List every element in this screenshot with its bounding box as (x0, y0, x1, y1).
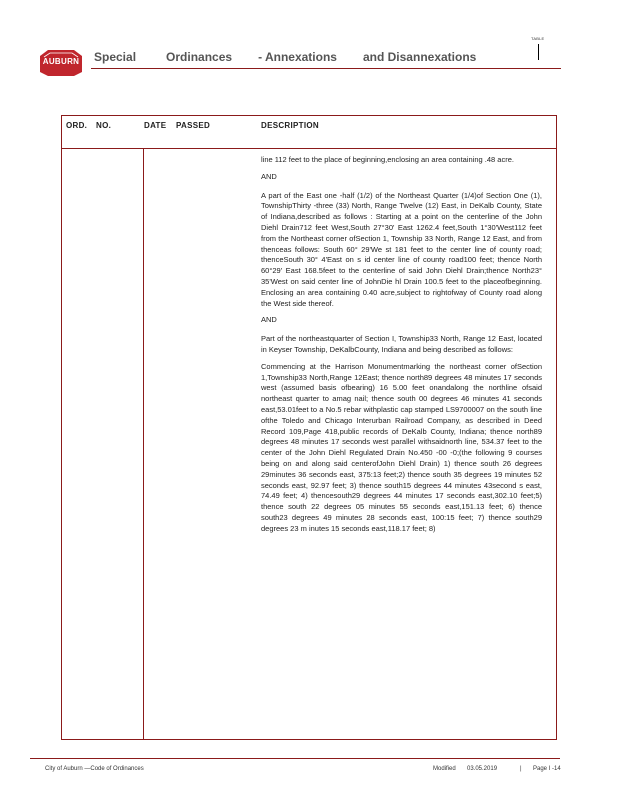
table-column-divider (143, 148, 144, 740)
description-paragraph: A part of the East one -half (1/2) of the Northeast Quarter (1/4)of Section One (1), TownshipThirty -three (33) North, Range Twelve (12) East, in DeKalb County, State of Indiana,described as follows : Starting at a point on the centerline of the John Diehl Drain712 feet West,South 27°30' East 1262.4 feet,South 1°30'West112 feet from the Northeast corner ofSection 1, Township 33 North, Range 12 East, and from thenceas follows: South 60° 29'We st 181 feet to the center line of county road; thenceSouth 30° 4'East on s id center line of county road100 feet; thence North 60°29' East 168.5feet to the centerline of said John Diehl Drain;thence North23° 35'West on said center line of JohnDie hl Drain 100.5 feet to the placeofbeginning. Enclosing an area containing 0.40 acre,subject to rightofway of County road along the West side thereof. (261, 190, 542, 308)
title-part-special: Special (94, 50, 137, 64)
column-header-no: NO. (96, 121, 112, 130)
footer-modified-label: Modified (433, 766, 456, 772)
footer-code-title: City of Auburn —Code of Ordinances (45, 766, 144, 772)
logo-text: AUBURN (42, 57, 80, 66)
description-paragraph: Commencing at the Harrison Monumentmarking the northeast corner ofSection 1,Township33 North,Range 12East; thence north89 degrees 48 minutes 17 seconds west (assumed basis ofbearing) 16 5.00 feet onandalong the northline ofsaid northeast quarter to amag nail; thence south 00 degrees 46 minutes 41 seconds east,53.01feet to a No.5 rebar withplastic cap stamped LS9700007 on the south line ofthe Toledo and Chicago Interurban Railroad Company, as described in Deed Record 109,Page 418,public records of DeKalb County, Indiana; thence north89 degrees 48 minutes 17 seconds west parallel withsaidnorth line, 534.37 feet to the center of the John Diehl Regulated Drain No.450 -00 -0;(the following 9 courses being on and along said centerofJohn Diehl Drain) 1) thence south 26 degrees 29minutes 36 seconds east, 375:13 feet;2) thence south 35 degrees 19 minutes 52 seconds east, 92.97 feet; 3) thence south15 degrees 44 minutes 43second s east, 74.49 feet; 4) thencesouth29 degrees 44 minutes 17 seconds east,302.10 feet;5) thence south 22 degrees 05 minutes 55 seconds east,151.13 feet; 6) thence south23 degrees 49 minutes 28 seconds east, 100:15 feet; 7) thence south29 degrees 23 m inutes 15 seconds east,118.17 feet; 8) (261, 361, 542, 533)
description-and: AND (261, 171, 277, 181)
column-header-description: DESCRIPTION (261, 121, 319, 130)
footer-divider (30, 758, 560, 759)
column-header-ord: ORD. (66, 121, 88, 130)
column-header-passed: PASSED (176, 121, 211, 130)
title-part-disannexations: and Disannexations (362, 50, 477, 64)
description-paragraph: line 112 feet to the place of beginning,enclosing an area containing .48 acre. (261, 155, 514, 164)
table-number-mark (538, 44, 539, 60)
title-part-annexations: - Annexations (258, 50, 337, 64)
description-paragraph: Part of the northeastquarter of Section I, Township33 North, Range 12 East, located in Keyser Township, DeKalbCounty, Indiana and being described as follows: (261, 334, 542, 354)
description-and: AND (261, 315, 277, 325)
page-title (94, 50, 476, 64)
table-tag-label: TABLE (531, 36, 545, 41)
description-cell (261, 155, 542, 541)
footer-separator: | (520, 766, 522, 772)
column-header-date: DATE (144, 121, 167, 130)
table-header-divider (61, 148, 557, 149)
auburn-logo (38, 48, 84, 78)
title-part-ordinances: Ordinances (166, 50, 233, 64)
footer-modified-date: 03.05.2019 (467, 766, 498, 772)
header-divider (91, 68, 561, 69)
footer-page-number: Page I -14 (533, 766, 561, 772)
